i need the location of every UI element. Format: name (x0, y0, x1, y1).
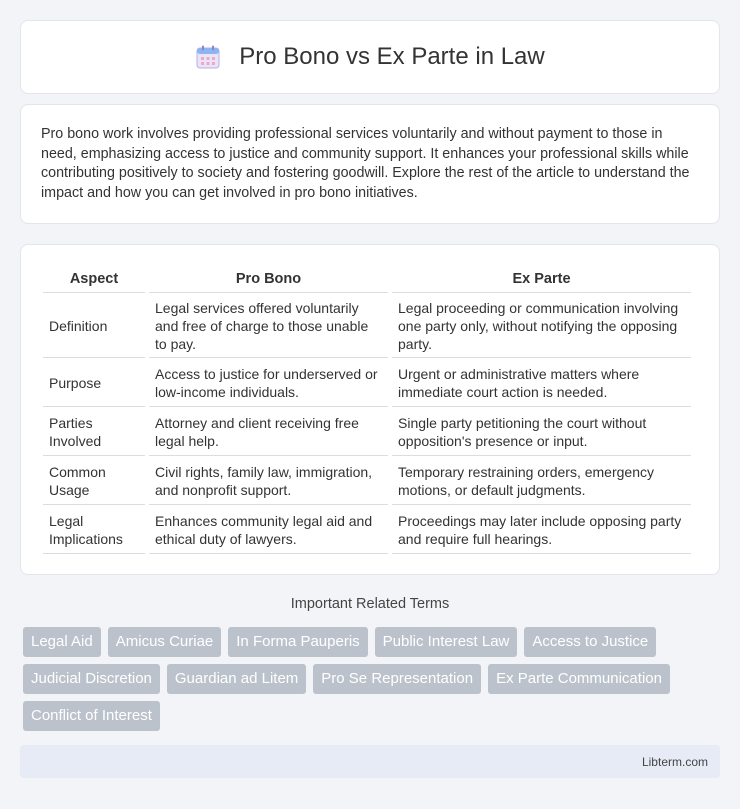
header-card (20, 20, 720, 94)
table-cell: Civil rights, family law, immigration, and nonprofit support. (149, 456, 388, 505)
table-cell: Purpose (43, 358, 145, 407)
table-cell: Urgent or administrative matters where immediate court action is needed. (392, 358, 691, 407)
related-terms-title: Important Related Terms (290, 596, 450, 612)
table-cell: Attorney and client receiving free legal help. (149, 407, 388, 456)
column-header: Pro Bono (149, 265, 388, 293)
table-row (43, 293, 691, 358)
related-term-tag[interactable]: Conflict of Interest (23, 701, 160, 731)
related-term-tag[interactable]: Amicus Curiae (108, 627, 222, 657)
footer-site-link[interactable]: Libterm.com (641, 755, 708, 769)
table-cell: Legal Implications (43, 505, 145, 554)
table-cell: Definition (43, 293, 145, 358)
calendar-icon (195, 44, 221, 70)
table-row (43, 407, 691, 456)
table-cell: Legal services offered voluntarily and free of charge to those unable to pay. (149, 293, 388, 358)
related-term-tag[interactable]: Pro Se Representation (313, 664, 481, 694)
table-cell: Proceedings may later include opposing party and require full hearings. (392, 505, 691, 554)
column-header: Aspect (43, 265, 145, 293)
page-title: Pro Bono vs Ex Parte in Law (239, 43, 545, 70)
table-cell: Enhances community legal aid and ethical duty of lawyers. (149, 505, 388, 554)
related-term-tag[interactable]: Access to Justice (524, 627, 656, 657)
table-cell: Single party petitioning the court without opposition's presence or input. (392, 407, 691, 456)
table-row (43, 505, 691, 554)
footer (20, 745, 720, 778)
table-cell: Legal proceeding or communication involving one party only, without notifying the opposing party. (392, 293, 691, 358)
comparison-table (39, 265, 695, 554)
table-cell: Access to justice for underserved or low-income individuals. (149, 358, 388, 407)
related-term-tag[interactable]: Legal Aid (23, 627, 101, 657)
table-row (43, 456, 691, 505)
intro-text: Pro bono work involves providing professional services voluntarily and without payment to those in need, emphasizing access to justice and community support. It enhances your professional skills while contributing positively to society and fostering goodwill. Explore the rest of the article to understand the impact and how you can get involved in pro bono initiatives. (41, 126, 690, 201)
table-cell: Parties Involved (43, 407, 145, 456)
table-row (43, 358, 691, 407)
related-term-tag[interactable]: Public Interest Law (375, 627, 518, 657)
intro-card (20, 104, 720, 224)
comparison-card (20, 244, 720, 575)
column-header: Ex Parte (392, 265, 691, 293)
related-term-tag[interactable]: Judicial Discretion (23, 664, 160, 694)
related-term-tag[interactable]: Guardian ad Litem (167, 664, 306, 694)
table-header-row (43, 265, 691, 293)
table-cell: Temporary restraining orders, emergency motions, or default judgments. (392, 456, 691, 505)
related-terms-list (23, 627, 719, 731)
related-term-tag[interactable]: In Forma Pauperis (228, 627, 367, 657)
related-term-tag[interactable]: Ex Parte Communication (488, 664, 670, 694)
table-cell: Common Usage (43, 456, 145, 505)
